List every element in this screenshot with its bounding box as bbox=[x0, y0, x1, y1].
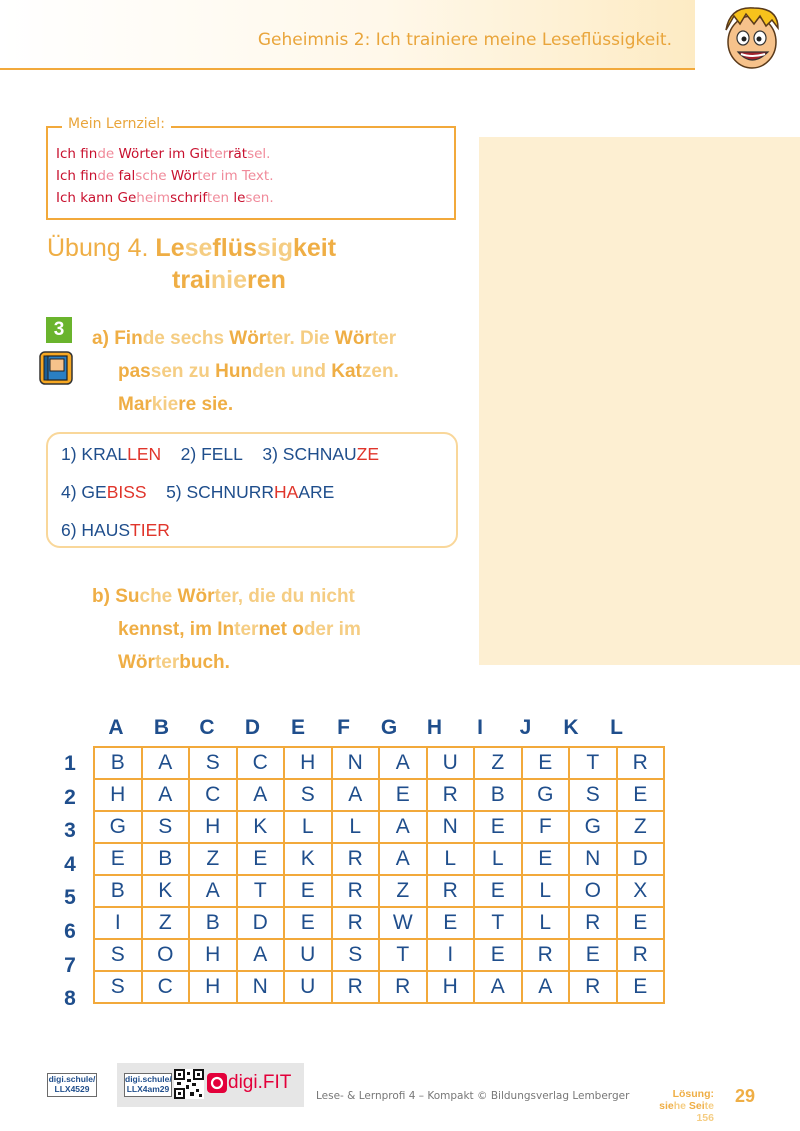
grid-cell[interactable]: A bbox=[379, 811, 427, 843]
exercise-title-part: Le bbox=[155, 234, 185, 262]
word-item: 3) SCHNAU bbox=[262, 444, 357, 464]
grid-cell[interactable]: I bbox=[94, 907, 142, 939]
exercise-title-part: nie bbox=[210, 266, 248, 294]
word-item-syllable: ZE bbox=[356, 444, 380, 464]
grid-cell[interactable]: R bbox=[522, 939, 570, 971]
task-text-part: buch. bbox=[179, 652, 230, 673]
grid-column-label: H bbox=[426, 716, 443, 739]
task-text-part: den und bbox=[252, 361, 332, 382]
goal-text-highlight: ten bbox=[206, 190, 234, 206]
goal-text-highlight: ter im Text. bbox=[197, 168, 274, 184]
grid-cell[interactable]: R bbox=[427, 779, 475, 811]
grid-cell[interactable]: E bbox=[474, 811, 522, 843]
grid-column-label: J bbox=[519, 716, 532, 739]
grid-row bbox=[94, 907, 664, 939]
exercise-title-part: trai bbox=[172, 266, 211, 294]
grid-cell[interactable]: B bbox=[142, 843, 190, 875]
grid-cell[interactable]: B bbox=[189, 907, 237, 939]
task-text-part: kie bbox=[151, 394, 179, 415]
goal-text: fal bbox=[118, 168, 136, 184]
grid-cell[interactable]: G bbox=[94, 811, 142, 843]
grid-cell[interactable]: Z bbox=[189, 843, 237, 875]
grid-column-label: G bbox=[380, 716, 398, 739]
grid-row bbox=[94, 747, 664, 779]
footer-badge-2[interactable] bbox=[124, 1073, 172, 1097]
reading-book-icon bbox=[38, 350, 74, 386]
grid-cell[interactable]: C bbox=[189, 779, 237, 811]
goal-text: Wör bbox=[118, 146, 145, 162]
task-text-part: ter bbox=[234, 619, 259, 640]
grid-row-label: 4 bbox=[64, 852, 76, 876]
grid-cell[interactable]: S bbox=[332, 939, 380, 971]
task-text-part: In bbox=[217, 619, 235, 640]
grid-cell[interactable]: A bbox=[379, 747, 427, 779]
grid-cell[interactable]: L bbox=[332, 811, 380, 843]
task-a-text bbox=[92, 322, 399, 421]
task-text-part: ter. Die bbox=[266, 328, 335, 349]
grid-cell[interactable]: O bbox=[142, 939, 190, 971]
grid-cell[interactable]: U bbox=[284, 939, 332, 971]
goal-text: schrif bbox=[170, 190, 207, 206]
task-text-part: Wör bbox=[177, 586, 215, 607]
grid-cell[interactable]: L bbox=[427, 843, 475, 875]
grid-cell[interactable]: E bbox=[474, 875, 522, 907]
grid-cell[interactable]: H bbox=[189, 939, 237, 971]
grid-row bbox=[94, 843, 664, 875]
grid-cell[interactable]: R bbox=[332, 971, 380, 1003]
task-text-part: de sechs bbox=[142, 328, 230, 349]
grid-column-label: B bbox=[153, 716, 170, 739]
grid-cell[interactable]: E bbox=[237, 843, 285, 875]
grid-column-label: C bbox=[199, 716, 215, 739]
task-a-label: a) bbox=[92, 328, 109, 349]
grid-cell[interactable]: L bbox=[474, 843, 522, 875]
qr-code-icon[interactable] bbox=[174, 1069, 204, 1099]
grid-cell[interactable]: N bbox=[237, 971, 285, 1003]
task-text-part: re sie. bbox=[178, 394, 234, 415]
grid-cell[interactable]: B bbox=[94, 875, 142, 907]
word-item: 5) SCHNURR bbox=[166, 482, 274, 502]
goal-text-highlight: ter bbox=[209, 146, 228, 162]
solution-text: he bbox=[673, 1100, 689, 1112]
grid-cell[interactable]: A bbox=[474, 971, 522, 1003]
grid-cell[interactable]: E bbox=[474, 939, 522, 971]
grid-cell[interactable]: S bbox=[569, 779, 617, 811]
grid-cell[interactable]: A bbox=[332, 779, 380, 811]
grid-cell[interactable]: E bbox=[569, 939, 617, 971]
task-text-part: che bbox=[139, 586, 178, 607]
badge-text: digi.schule/ bbox=[125, 1074, 172, 1084]
goal-text: fin bbox=[80, 168, 98, 184]
grid-cell[interactable]: D bbox=[237, 907, 285, 939]
grid-row-label: 1 bbox=[64, 752, 76, 775]
goal-line-2 bbox=[56, 168, 274, 184]
grid-row bbox=[94, 779, 664, 811]
grid-cell[interactable]: U bbox=[284, 971, 332, 1003]
goal-text: ter im bbox=[144, 146, 190, 162]
grid-cell[interactable]: R bbox=[617, 939, 665, 971]
grid-cell[interactable]: W bbox=[379, 907, 427, 939]
solution-label: Lösung: bbox=[672, 1088, 714, 1100]
grid-cell[interactable]: R bbox=[332, 875, 380, 907]
grid-cell[interactable]: T bbox=[237, 875, 285, 907]
goal-text-highlight: de bbox=[97, 168, 119, 184]
exercise-title-part: keit bbox=[293, 234, 337, 262]
grid-cell[interactable]: E bbox=[617, 971, 665, 1003]
grid-cell[interactable]: T bbox=[379, 939, 427, 971]
task-text-part: sen zu bbox=[150, 361, 216, 382]
grid-cell[interactable]: N bbox=[332, 747, 380, 779]
grid-row bbox=[94, 971, 664, 1003]
task-text-part: Wör bbox=[334, 328, 372, 349]
grid-cell[interactable]: E bbox=[427, 907, 475, 939]
grid-cell[interactable]: L bbox=[284, 811, 332, 843]
grid-row-label: 7 bbox=[64, 953, 76, 977]
goal-text: fin bbox=[80, 146, 98, 162]
grid-cell[interactable]: H bbox=[189, 971, 237, 1003]
grid-cell[interactable]: R bbox=[569, 907, 617, 939]
grid-row bbox=[94, 939, 664, 971]
grid-cell[interactable]: E bbox=[94, 843, 142, 875]
digifit-logo-icon bbox=[207, 1073, 227, 1093]
grid-cell[interactable]: T bbox=[569, 747, 617, 779]
grid-cell[interactable]: L bbox=[522, 907, 570, 939]
task-text-part: kennst, im bbox=[118, 619, 218, 640]
goal-line-1 bbox=[56, 146, 270, 162]
goal-text-highlight: sel. bbox=[247, 146, 271, 162]
grid-cell[interactable]: N bbox=[569, 843, 617, 875]
badge-text: digi.schule/ bbox=[48, 1074, 96, 1084]
grid-cell[interactable]: H bbox=[284, 747, 332, 779]
task-text-part: Wör bbox=[229, 328, 267, 349]
task-text-part: Wör bbox=[118, 652, 155, 673]
goal-text-highlight: sen. bbox=[245, 190, 274, 206]
exercise-heading bbox=[47, 232, 336, 296]
word-item: 4) GE bbox=[61, 482, 107, 502]
grid-cell[interactable]: X bbox=[617, 875, 665, 907]
grid-cell[interactable]: A bbox=[189, 875, 237, 907]
grid-cell[interactable]: T bbox=[474, 907, 522, 939]
grid-column-label: A bbox=[108, 716, 124, 739]
grid-column-label: F bbox=[337, 716, 350, 739]
task-text-part: Hun bbox=[215, 361, 253, 382]
grid-cell[interactable]: S bbox=[284, 779, 332, 811]
grid-column-label: L bbox=[610, 716, 623, 739]
grid-cell[interactable]: D bbox=[617, 843, 665, 875]
grid-cell[interactable]: S bbox=[189, 747, 237, 779]
grid-cell[interactable]: B bbox=[94, 747, 142, 779]
grid-cell[interactable]: A bbox=[379, 843, 427, 875]
solution-text: sie bbox=[659, 1100, 674, 1112]
grid-cell[interactable]: Z bbox=[142, 907, 190, 939]
task-text-part: zen. bbox=[361, 361, 399, 382]
footer-solution-reference bbox=[640, 1088, 714, 1124]
grid-cell[interactable]: S bbox=[94, 971, 142, 1003]
side-panel bbox=[479, 137, 800, 665]
goal-text: Ich bbox=[56, 168, 81, 184]
task-text-part: Fin bbox=[114, 328, 143, 349]
goal-text: le bbox=[233, 190, 246, 206]
solution-text: te 156 bbox=[696, 1100, 714, 1124]
task-text-part: der im bbox=[303, 619, 361, 640]
grid-cell[interactable]: E bbox=[617, 779, 665, 811]
grid-row-label: 3 bbox=[64, 819, 76, 843]
word-list-line-2 bbox=[61, 482, 334, 503]
grid-cell[interactable]: R bbox=[379, 971, 427, 1003]
task-text-part: Kat bbox=[331, 361, 362, 382]
grid-cell[interactable]: F bbox=[522, 811, 570, 843]
task-text-part: ter, die du nicht bbox=[214, 586, 355, 607]
task-text-part: Mar bbox=[118, 394, 152, 415]
digifit-brand: digi.FIT bbox=[228, 1072, 292, 1093]
task-text-part: Su bbox=[115, 586, 140, 607]
exercise-title-part: flüs bbox=[212, 234, 257, 262]
header-title: Geheimnis 2: Ich trainiere meine Leseflüssigkeit. bbox=[257, 30, 672, 50]
task-text-part: pas bbox=[118, 361, 151, 382]
exercise-title-part: ren bbox=[247, 266, 286, 294]
word-item-syllable: TIER bbox=[130, 520, 170, 540]
grid-cell[interactable]: Z bbox=[617, 811, 665, 843]
grid-cell[interactable]: G bbox=[522, 779, 570, 811]
grid-cell[interactable]: Z bbox=[379, 875, 427, 907]
goal-text: Wör bbox=[170, 168, 198, 184]
grid-cell[interactable]: H bbox=[189, 811, 237, 843]
grid-cell[interactable]: R bbox=[569, 971, 617, 1003]
grid-cell[interactable]: R bbox=[427, 875, 475, 907]
task-number-badge: 3 bbox=[46, 317, 72, 343]
word-item: 2) FELL bbox=[180, 444, 243, 464]
word-list-line-1 bbox=[61, 444, 379, 465]
goal-text: Ge bbox=[117, 190, 137, 206]
grid-cell[interactable]: U bbox=[427, 747, 475, 779]
grid-cell[interactable]: H bbox=[94, 779, 142, 811]
grid-row-label: 5 bbox=[64, 886, 76, 910]
grid-cell[interactable]: E bbox=[522, 843, 570, 875]
task-text-part: net bbox=[258, 619, 293, 640]
grid-cell[interactable]: I bbox=[427, 939, 475, 971]
grid-cell[interactable]: B bbox=[474, 779, 522, 811]
grid-cell[interactable]: E bbox=[284, 907, 332, 939]
page-number: 29 bbox=[735, 1086, 756, 1106]
grid-cell[interactable]: K bbox=[237, 811, 285, 843]
grid-cell[interactable]: K bbox=[142, 875, 190, 907]
grid-cell[interactable]: E bbox=[522, 747, 570, 779]
goal-text: Git bbox=[189, 146, 210, 162]
task-b-label: b) bbox=[92, 586, 110, 607]
grid-cell[interactable]: E bbox=[284, 875, 332, 907]
goal-text: rät bbox=[227, 146, 248, 162]
grid-row bbox=[94, 875, 664, 907]
grid-cell[interactable]: N bbox=[427, 811, 475, 843]
grid-cell[interactable]: A bbox=[237, 939, 285, 971]
exercise-number: Übung 4. bbox=[47, 234, 149, 262]
grid-cell[interactable]: L bbox=[522, 875, 570, 907]
badge-text: LLX4am29 bbox=[126, 1084, 170, 1094]
goal-text: Ich bbox=[56, 146, 81, 162]
grid-row-label: 6 bbox=[64, 920, 76, 943]
grid-row-label: 8 bbox=[64, 987, 76, 1011]
grid-cell[interactable]: A bbox=[237, 779, 285, 811]
grid-cell[interactable]: A bbox=[142, 779, 190, 811]
grid-cell[interactable]: S bbox=[94, 939, 142, 971]
word-search-grid bbox=[93, 746, 665, 1004]
learning-goal-title: Mein Lernziel: bbox=[62, 116, 171, 132]
task-text-part: ter bbox=[154, 652, 180, 673]
grid-row-label: 2 bbox=[64, 785, 76, 809]
grid-cell[interactable]: R bbox=[332, 907, 380, 939]
footer-credit: Lese- & Lernprofi 4 – Kompakt © Bildungsverlag Lemberger bbox=[316, 1090, 630, 1102]
word-item-syllable: BISS bbox=[106, 482, 147, 502]
goal-text-highlight: de bbox=[97, 146, 119, 162]
task-text-part: o bbox=[292, 619, 304, 640]
word-item-syllable: LEN bbox=[127, 444, 162, 464]
grid-cell[interactable]: E bbox=[379, 779, 427, 811]
solution-text: Sei bbox=[688, 1100, 705, 1112]
grid-cell[interactable]: Z bbox=[474, 747, 522, 779]
goal-text: Ich kann bbox=[56, 190, 118, 206]
task-text-part: ter bbox=[371, 328, 397, 349]
footer-badge-1[interactable] bbox=[47, 1073, 97, 1097]
grid-cell[interactable]: R bbox=[617, 747, 665, 779]
exercise-title-part: se bbox=[184, 234, 213, 262]
word-item: ARE bbox=[298, 482, 335, 502]
grid-column-label: D bbox=[244, 716, 261, 739]
badge-text: LLX4529 bbox=[54, 1084, 90, 1094]
grid-column-label: K bbox=[563, 716, 579, 739]
grid-cell[interactable]: E bbox=[617, 907, 665, 939]
grid-column-label: I bbox=[477, 716, 483, 739]
grid-row bbox=[94, 811, 664, 843]
grid-cell[interactable]: O bbox=[569, 875, 617, 907]
word-item-syllable: HA bbox=[274, 482, 299, 502]
grid-cell[interactable]: R bbox=[332, 843, 380, 875]
grid-cell[interactable]: S bbox=[142, 811, 190, 843]
grid-cell[interactable]: A bbox=[142, 747, 190, 779]
grid-cell[interactable]: K bbox=[284, 843, 332, 875]
goal-line-3 bbox=[56, 190, 274, 206]
goal-text-highlight: heim bbox=[136, 190, 171, 206]
grid-cell[interactable]: H bbox=[427, 971, 475, 1003]
exercise-title-part: sig bbox=[256, 234, 293, 262]
grid-cell[interactable]: C bbox=[142, 971, 190, 1003]
word-item: 6) HAUS bbox=[61, 520, 131, 540]
grid-cell[interactable]: A bbox=[522, 971, 570, 1003]
grid-cell[interactable]: G bbox=[569, 811, 617, 843]
goal-text-highlight: sche bbox=[135, 168, 171, 184]
task-b-text bbox=[92, 580, 361, 679]
grid-column-label: E bbox=[290, 716, 305, 739]
word-item: 1) KRAL bbox=[61, 444, 128, 464]
word-list-line-3 bbox=[61, 520, 170, 541]
mascot-boy-icon bbox=[712, 2, 788, 72]
grid-cell[interactable]: C bbox=[237, 747, 285, 779]
